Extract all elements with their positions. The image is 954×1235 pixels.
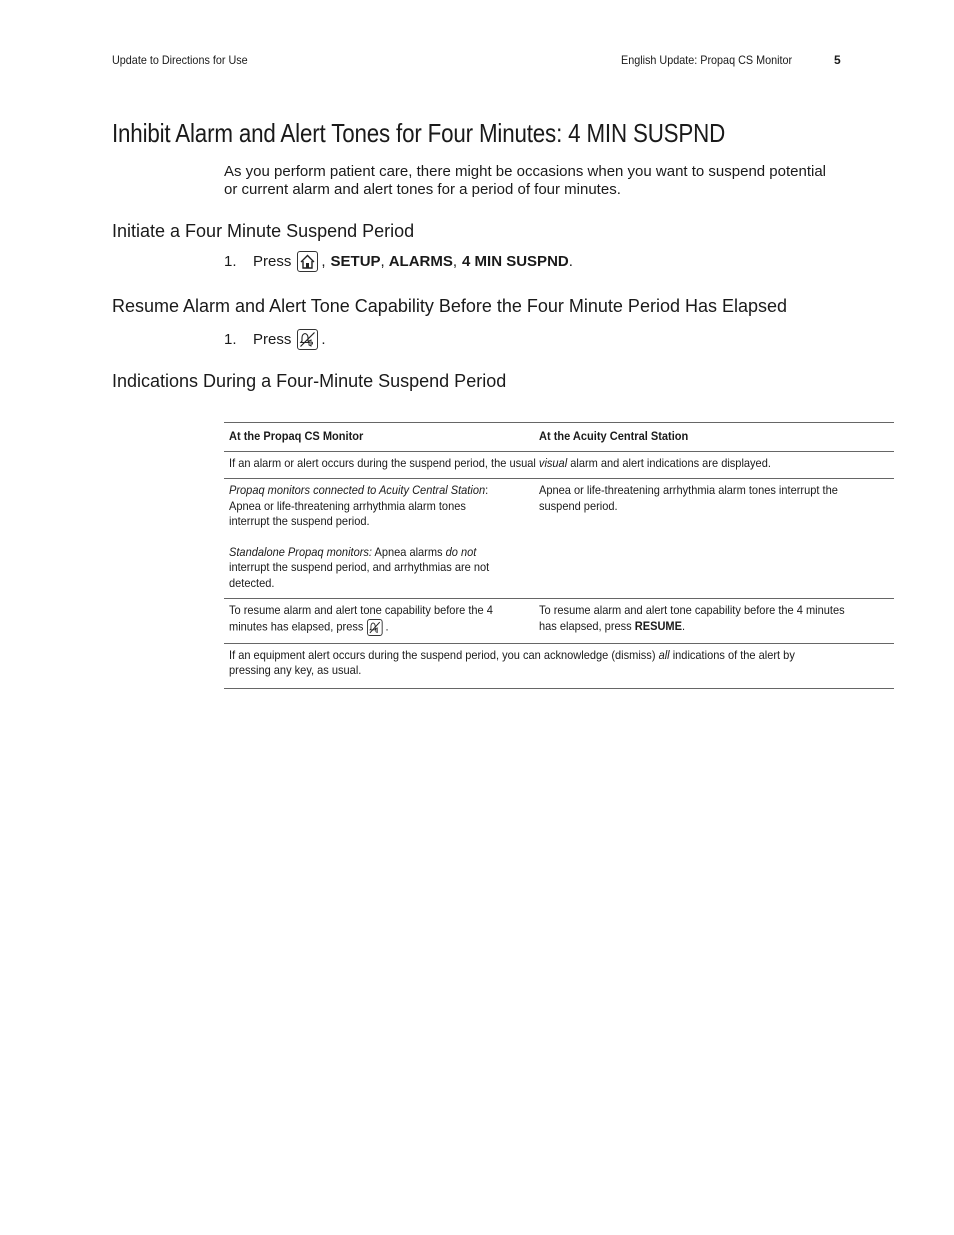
- step-separator: ,: [380, 253, 385, 270]
- min-suspnd-softkey: 4 MIN SUSPND: [462, 253, 569, 270]
- section-heading-indications: Indications During a Four-Minute Suspend Period: [112, 371, 507, 391]
- indications-table: [224, 422, 894, 689]
- alarm-suspend-key-icon: [367, 619, 383, 636]
- step-end: .: [321, 331, 326, 348]
- alarm-suspend-key-icon: [297, 329, 318, 350]
- alarms-softkey: ALARMS: [388, 253, 453, 270]
- resume-softkey: RESUME: [634, 618, 682, 633]
- table-cell: Propaq monitors connected to Acuity Central Station: Apnea or life-threatening arrhythmia alarm tones interrupt the suspend period. Standalone Propaq monitors: Apnea alarms do not interrupt the suspend period, and arrhythmias are not detected.: [229, 483, 490, 590]
- setup-softkey: SETUP: [330, 253, 381, 270]
- table-cell: To resume alarm and alert tone capability before the 4 minutes has elapsed, press RESUME.: [539, 603, 845, 633]
- step-press-label: Press: [253, 331, 292, 348]
- running-header-left: Update to Directions for Use: [112, 53, 248, 67]
- table-header-row: [224, 423, 894, 452]
- step-separator: ,: [452, 253, 458, 270]
- table-row: [224, 451, 894, 479]
- step-separator: ,: [321, 253, 326, 270]
- step-number: 1.: [224, 331, 237, 348]
- table-cell: If an equipment alert occurs during the suspend period, you can acknowledge (dismiss) all indications of the alert by pressing any key, as usual.: [229, 647, 795, 677]
- section-heading-resume: Resume Alarm and Alert Tone Capability Before the Four Minute Period Has Elapsed: [112, 296, 788, 316]
- table-row: [224, 643, 894, 688]
- home-key-icon: [297, 251, 318, 272]
- table-row: [224, 599, 894, 644]
- section-heading-initiate: Initiate a Four Minute Suspend Period: [112, 221, 415, 241]
- table-cell: Apnea or life-threatening arrhythmia alarm tones interrupt the suspend period.: [539, 483, 838, 513]
- table-header-propaq: At the Propaq CS Monitor: [229, 429, 364, 443]
- step-number: 1.: [224, 253, 237, 270]
- page-number: 5: [834, 53, 841, 67]
- page-title: Inhibit Alarm and Alert Tones for Four Minutes: 4 MIN SUSPND: [112, 118, 726, 148]
- table-header-acuity: At the Acuity Central Station: [539, 429, 689, 443]
- step-resume: [224, 329, 326, 350]
- table-cell: If an alarm or alert occurs during the suspend period, the usual visual alarm and alert indications are displayed.: [229, 455, 771, 470]
- running-header-right: English Update: Propaq CS Monitor: [621, 53, 793, 67]
- step-end: .: [568, 253, 573, 270]
- table-cell: To resume alarm and alert tone capability before the 4 minutes has elapsed, press .: [224, 599, 534, 644]
- intro-paragraph: As you perform patient care, there might be occasions when you want to suspend potential or current alarm and alert tones for a period of four minutes.: [224, 163, 827, 198]
- table-row: [224, 479, 894, 599]
- step-press-label: Press: [253, 253, 292, 270]
- step-initiate: [224, 251, 573, 272]
